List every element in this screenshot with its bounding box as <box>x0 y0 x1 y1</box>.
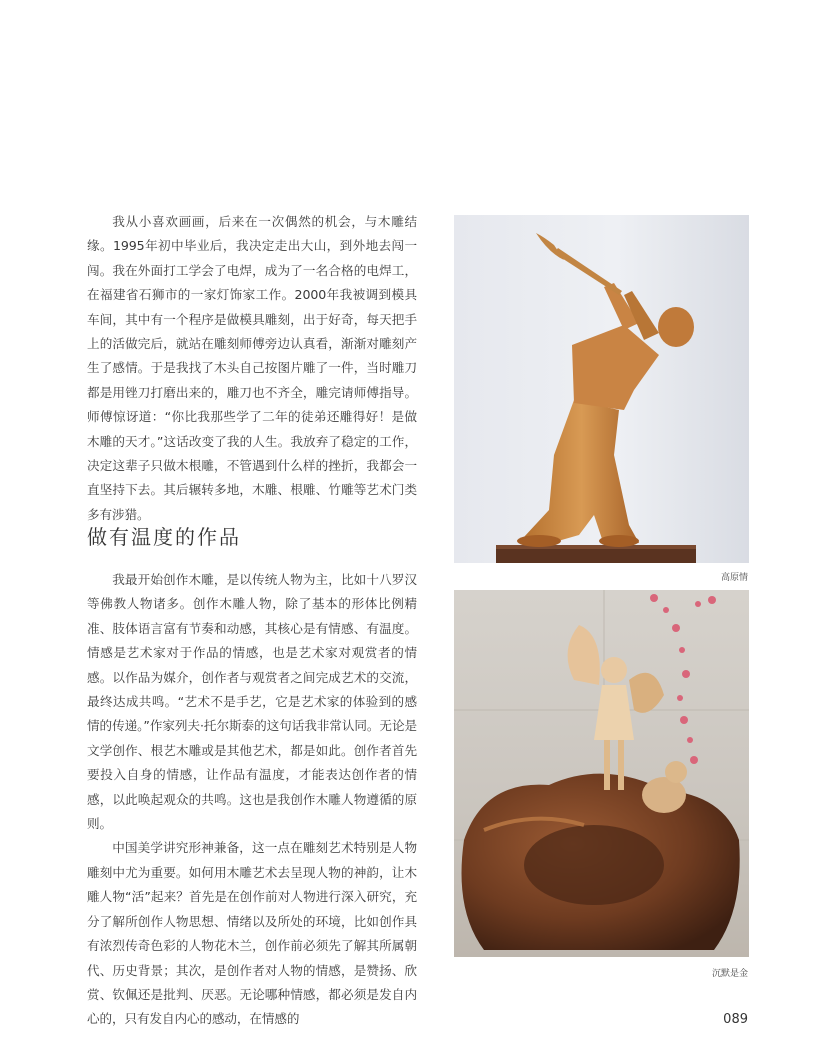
article-section-1 <box>87 210 417 527</box>
paragraph: 我从小喜欢画画，后来在一次偶然的机会，与木雕结缘。1995年初中毕业后，我决定走出大山，到外地去闯一闯。我在外面打工学会了电焊，成为了一名合格的电焊工，在福建省石狮市的一家灯饰家工作。2000年我被调到模具车间，其中有一个程序是做模具雕刻，出于好奇，每天把手上的活做完后，就站在雕刻师傅旁边认真看，渐渐对雕刻产生了感情。于是我找了木头自己按图片雕了一件，当时雕刀都是用锉刀打磨出来的，雕刀也不齐全，雕完请师傅指导。师傅惊讶道：“你比我那些学了二年的徒弟还雕得好！是做木雕的天才。”这话改变了我的人生。我放弃了稳定的工作，决定这辈子只做木根雕，不管遇到什么样的挫折，我都会一直坚持下去。其后辗转多地，木雕、根雕、竹雕等艺术门类多有涉猎。 <box>87 214 417 522</box>
section-heading: 做有温度的作品 <box>87 525 241 549</box>
paragraph: 我最开始创作木雕，是以传统人物为主，比如十八罗汉等佛教人物诸多。创作木雕人物，除了基本的形体比例精准、肢体语言富有节奏和动感，其核心是有情感、有温度。情感是艺术家对于作品的情感，也是艺术家对观赏者的情感。以作品为媒介，创作者与观赏者之间完成艺术的交流，最终达成共鸣。“艺术不是手艺，它是艺术家的体验到的感情的传递。”作家列夫·托尔斯泰的这句话我非常认同。无论是文学创作、根艺木雕或是其他艺术，都是如此。创作者首先要投入自身的情感，让作品有温度，才能表达创作者的情感，以此唤起观众的共鸣。这也是我创作木雕人物遵循的原则。 <box>87 572 417 832</box>
photo-caption: 沉默是金 <box>711 969 748 979</box>
photo-trumpet-player <box>454 215 749 563</box>
page-number: 089 <box>723 1012 748 1027</box>
article-section-2 <box>87 568 417 1032</box>
photo-caption: 高原情 <box>720 573 748 583</box>
paragraph: 中国美学讲究形神兼备，这一点在雕刻艺术特别是人物雕刻中尤为重要。如何用木雕艺术去呈现人物的神韵，让木雕人物“活”起来？首先是在创作前对人物进行深入研究，充分了解所创作人物思想、情绪以及所处的环境，比如创作具有浓烈传奇色彩的人物花木兰，创作前必须先了解其所属朝代、历史背景；其次，是创作者对人物的情感，是赞扬、欣赏、钦佩还是批判、厌恶。无论哪种情感，都必须是发自内心的，只有发自内心的感动，在情感的 <box>87 840 417 1027</box>
photo-angel-root-carving <box>454 590 749 957</box>
